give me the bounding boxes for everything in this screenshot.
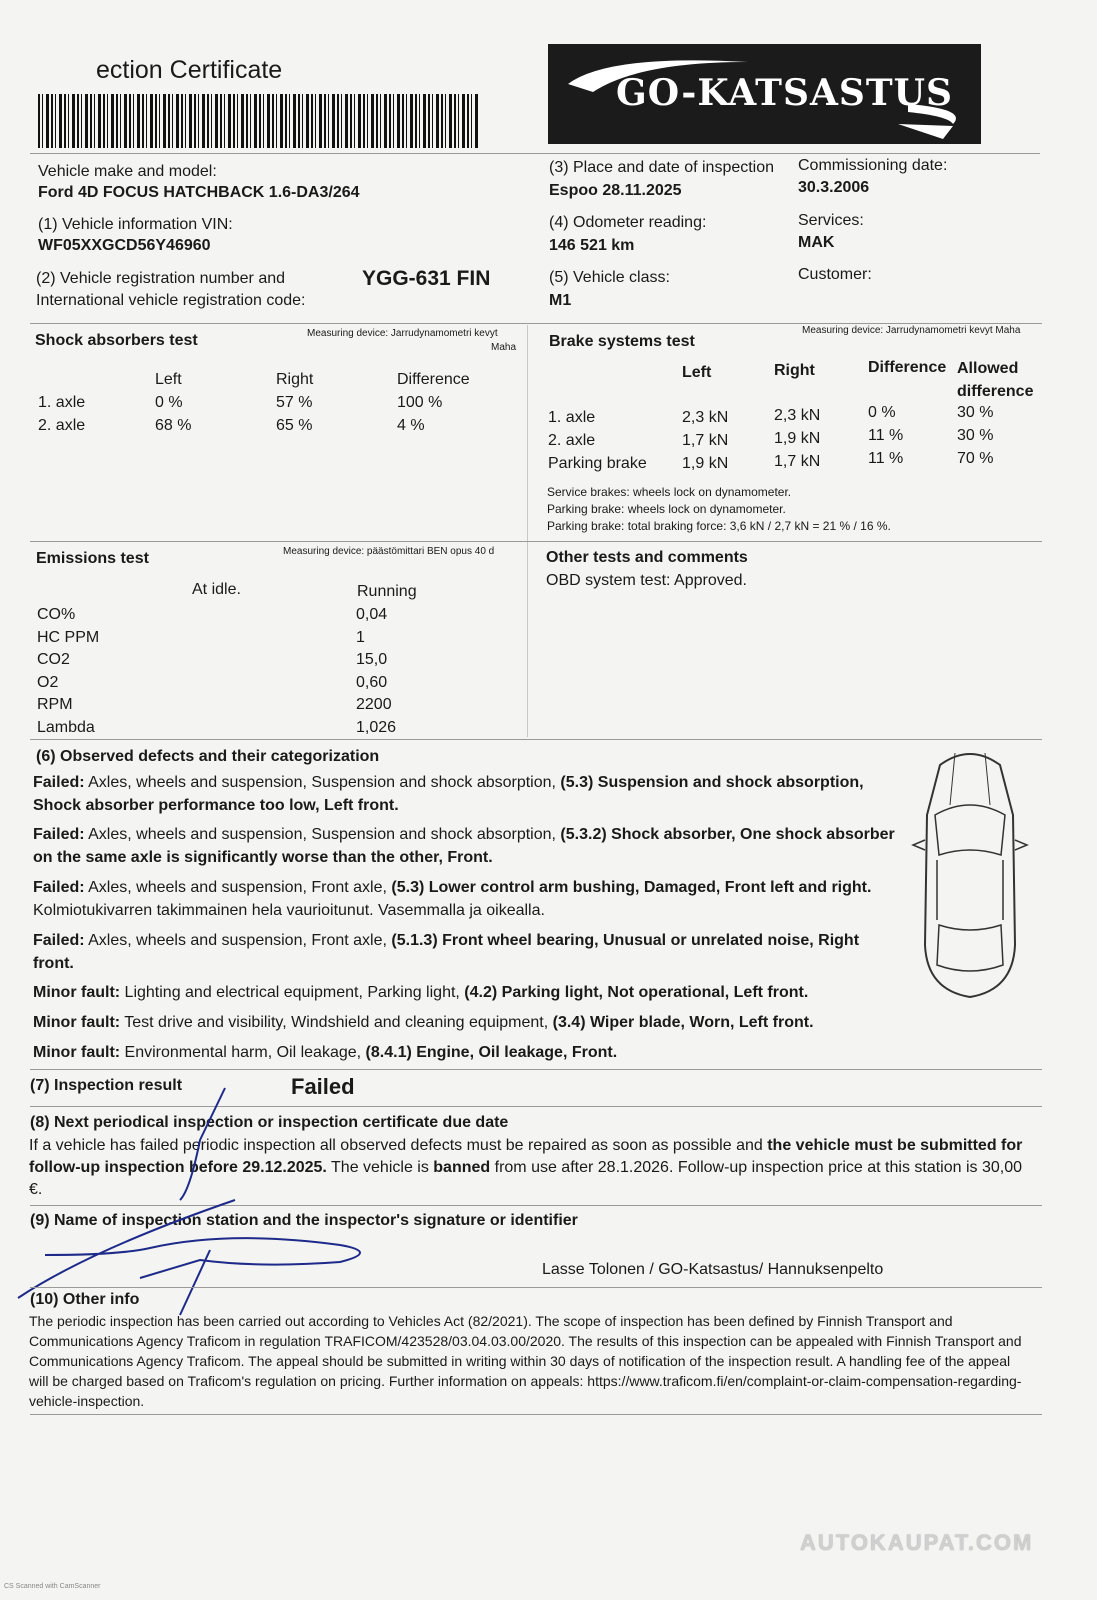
brake-row-2-diff: 11 % [868,427,904,444]
defect-kind: Failed: [33,879,85,896]
brake-note-1: Service brakes: wheels lock on dynamometer. [547,485,792,499]
shock-header-right: Right [276,371,314,388]
defect-detail: (3.4) Wiper blade, Worn, Left front. [552,1014,814,1031]
result-value: Failed [291,1074,355,1099]
defect-text: Lighting and electrical equipment, Parking light, [120,984,465,1001]
station-title: (9) Name of inspection station and the inspector's signature or identifier [30,1212,578,1229]
other-info-title: (10) Other info [30,1291,140,1308]
shock-row-1-diff: 100 % [397,394,443,411]
brake-row-2-allowed: 30 % [957,427,994,444]
brake-row-1-diff: 0 % [868,404,896,421]
emission-label: O2 [37,673,59,691]
reg-label-1: (2) Vehicle registration number and [36,270,286,287]
shock-row-2-right: 65 % [276,417,313,434]
defect-kind: Failed: [33,932,85,949]
brake-row-2-right: 1,9 kN [774,430,821,447]
place-label: (3) Place and date of inspection [549,159,775,176]
next-title: (8) Next periodical inspection or inspection certificate due date [30,1114,509,1131]
emission-label: HC PPM [37,628,100,646]
inspector-name: Lasse Tolonen / GO-Katsastus/ Hannuksenpelto [542,1261,884,1278]
shock-title: Shock absorbers test [35,332,198,349]
emission-label: CO% [37,606,76,623]
emissions-col-running: Running [357,583,417,600]
emission-running-value: 1 [356,628,365,646]
shock-device-2: Maha [491,342,517,353]
shock-device-1: Measuring device: Jarrudynamometri kevyt [307,328,498,339]
brake-row-2-left: 1,7 kN [682,432,729,449]
defect-item [33,876,903,922]
defect-detail: (8.4.1) Engine, Oil leakage, Front. [365,1044,618,1061]
car-top-view-icon [905,745,1035,1010]
brake-header-allowed-2: difference [957,383,1034,400]
defect-item [33,1011,903,1034]
brake-row-1-name: 1. axle [548,409,596,426]
place-value: Espoo 28.11.2025 [549,182,682,199]
brake-header-right: Right [774,362,815,379]
odometer-label: (4) Odometer reading: [549,214,707,231]
other-tests-text: OBD system test: Approved. [546,572,747,589]
defect-detail: (5.3) Lower control arm bushing, Damaged, Front left and right. [391,879,872,896]
shock-row-2-left: 68 % [155,417,192,434]
brake-row-3-name: Parking brake [548,455,647,472]
odometer-value: 146 521 km [549,237,635,254]
result-label: (7) Inspection result [30,1077,183,1094]
shock-row-1-right: 57 % [276,394,313,411]
brake-header-left: Left [682,364,712,381]
shock-row-2-diff: 4 % [397,417,425,434]
defect-extra: Kolmiotukivarren takimmainen hela vaurioitunut. Vasemmalla ja oikealla. [33,902,545,919]
emission-label: CO2 [37,651,70,668]
defect-detail: (4.2) Parking light, Not operational, Left front. [464,984,809,1001]
defect-kind: Failed: [33,774,85,791]
emission-running-value: 15,0 [356,651,388,668]
emission-running-value: 0,04 [356,606,388,623]
make-label: Vehicle make and model: [38,163,217,180]
signature-icon [0,1080,400,1320]
commission-value: 30.3.2006 [798,179,870,196]
defect-detail: (5.3.2) Shock absorber, One shock absorber on the same axle is significantly worse than the other, Front. [33,826,895,866]
brake-row-1-right: 2,3 kN [774,407,821,424]
barcode [38,94,478,148]
emission-running-value: 1,026 [356,718,397,736]
brake-row-3-diff: 11 % [868,450,904,467]
defect-text: Axles, wheels and suspension, Suspension and shock absorption, [84,774,561,791]
scanner-mark: CS Scanned with CamScanner [4,1583,101,1590]
brake-row-3-right: 1,7 kN [774,453,821,470]
shock-header-diff: Difference [397,371,470,388]
class-value: M1 [549,292,572,309]
shock-row-1-left: 0 % [155,394,183,411]
commission-label: Commissioning date: [798,157,948,174]
emissions-col-idle: At idle. [192,581,241,598]
document-title: ection Certificate [96,56,283,84]
company-logo [548,44,981,144]
emissions-title: Emissions test [36,550,149,567]
shock-row-2-axle: 2. axle [38,417,86,434]
brake-device: Measuring device: Jarrudynamometri kevyt Maha [802,325,1021,336]
logo-text: GO-KATSASTUS [616,72,954,114]
defect-text: Axles, wheels and suspension, Front axle, [84,879,392,896]
vin-label: (1) Vehicle information VIN: [38,216,233,233]
emission-label: RPM [37,696,73,713]
brake-row-1-allowed: 30 % [957,404,994,421]
emission-running-value: 2200 [356,696,392,713]
brake-row-3-left: 1,9 kN [682,455,729,472]
reg-label-2: International vehicle registration code: [36,292,306,309]
brake-row-1-left: 2,3 kN [682,409,729,426]
defect-kind: Minor fault: [33,1044,121,1061]
defect-kind: Minor fault: [33,1014,121,1031]
defect-item [33,771,903,817]
shock-row-1-axle: 1. axle [38,394,86,411]
other-tests-title: Other tests and comments [546,549,748,566]
watermark: AUTOKAUPAT.COM [800,1530,1034,1555]
defect-kind: Failed: [33,826,85,843]
brake-header-diff: Difference [868,359,947,376]
defect-item [33,1041,903,1064]
defect-text: Axles, wheels and suspension, Suspension and shock absorption, [84,826,561,843]
brake-note-3: Parking brake: total braking force: 3,6 kN / 2,7 kN = 21 % / 16 %. [547,519,891,533]
brake-header-allowed: Allowed [957,360,1019,377]
services-label: Services: [798,212,864,229]
make-value: Ford 4D FOCUS HATCHBACK 1.6-DA3/264 [38,184,360,201]
brake-title: Brake systems test [549,333,695,350]
brake-row-2-name: 2. axle [548,432,596,449]
other-info-text: The periodic inspection has been carried out according to Vehicles Act (82/2021). The scope of inspection has been defined by Finnish Transport and Communications Agency Traficom in regulation TRAFICOM/423528/03.04.03.00/2020. The results of this inspection can be appealed with Finnish Transport and Communications Agency Traficom. The appeal should be submitted in writing within 30 days of notification of the inspection result. A handling fee of the appeal will be charged based on Traficom's regulation on pricing. Further information on appeals: https://www.traficom.fi/en/complaint-or-claim-compensation-regarding-vehicle-inspection. [29,1313,1022,1409]
defect-detail: (5.1.3) Front wheel bearing, Unusual or unrelated noise, Right front. [33,932,860,972]
emissions-device: Measuring device: päästömittari BEN opus 40 d [283,546,495,557]
defect-text: Axles, wheels and suspension, Front axle, [84,932,392,949]
class-label: (5) Vehicle class: [549,269,670,286]
defect-detail: (5.3) Suspension and shock absorption, Shock absorber performance too low, Left front. [33,774,864,814]
defect-text: Environmental harm, Oil leakage, [120,1044,366,1061]
customer-label: Customer: [798,266,872,283]
emission-label: Lambda [37,718,95,736]
brake-note-2: Parking brake: wheels lock on dynamometer. [547,502,786,516]
defect-text: Test drive and visibility, Windshield and cleaning equipment, [120,1014,553,1031]
defects-title: (6) Observed defects and their categorization [36,748,380,765]
reg-value: YGG-631 FIN [362,267,491,290]
defect-item [33,823,903,869]
shock-header-left: Left [155,371,182,388]
brake-row-3-allowed: 70 % [957,450,994,467]
defect-item [33,929,903,975]
services-value: MAK [798,234,835,251]
next-text: If a vehicle has failed periodic inspection all observed defects must be repaired as soon as possible and the vehicle must be submitted for follow-up inspection before 29.12.2025. The vehicle is banned from use after 28.1.2026. Follow-up inspection price at this station is 30,00 €. [29,1137,1023,1198]
defect-item [33,981,903,1004]
defect-kind: Minor fault: [33,984,121,1001]
emission-running-value: 0,60 [356,673,388,691]
vin-value: WF05XXGCD56Y46960 [38,237,211,254]
